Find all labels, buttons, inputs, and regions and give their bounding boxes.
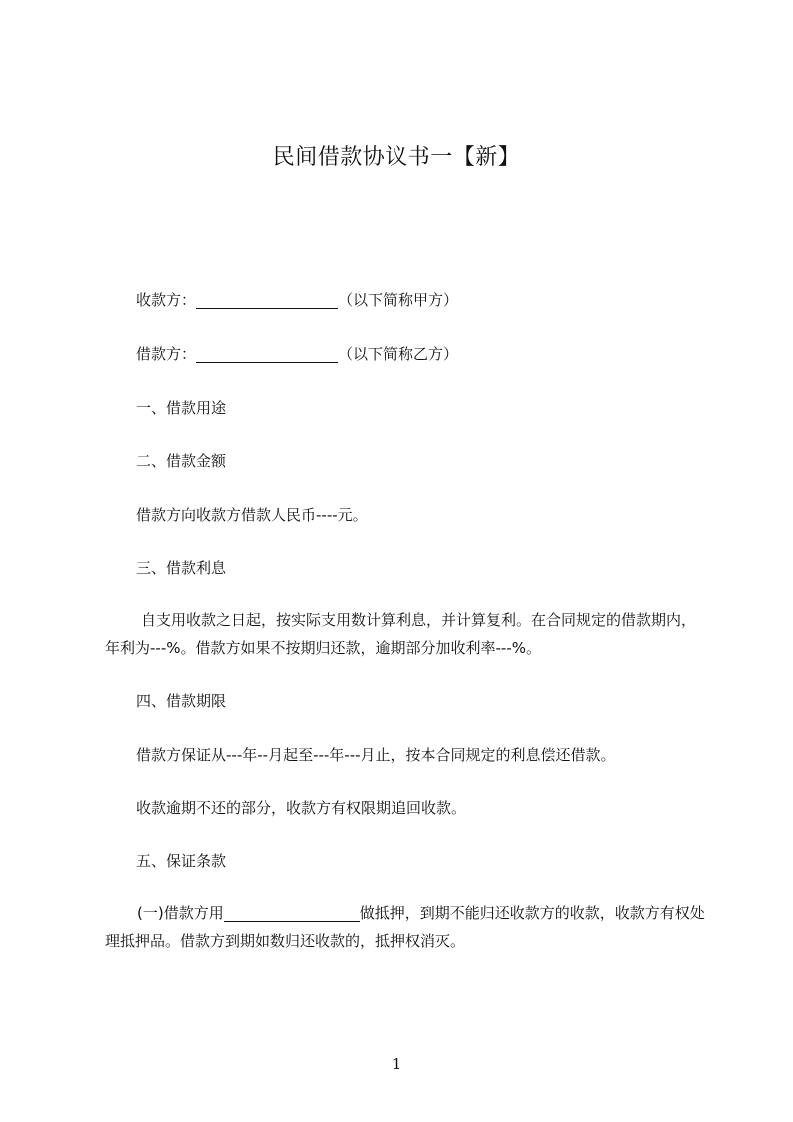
amount-paragraph: 借款方向收款方借款人民币----元。 xyxy=(136,506,368,524)
payee-note: （以下简称甲方） xyxy=(338,291,459,309)
payee-blank xyxy=(196,292,338,309)
section-4-heading: 四、借款期限 xyxy=(136,692,227,710)
guarantee-text: 做抵押，到期不能归还收款方的收款，收款方有权处理抵押品。借款方到期如数归还收款的，抵押权消灭。 xyxy=(105,904,705,950)
term-paragraph: 借款方保证从---年--月起至---年---月止，按本合同规定的利息偿还借款。 xyxy=(136,746,616,764)
borrower-line xyxy=(136,344,458,364)
borrower-note: （以下简称乙方） xyxy=(338,345,459,363)
section-3-heading: 三、借款利息 xyxy=(136,559,227,577)
document-title: 民间借款协议书一【新】 xyxy=(272,145,521,170)
collateral-blank xyxy=(224,905,360,922)
borrower-blank xyxy=(196,346,338,363)
overdue-paragraph: 收款逾期不还的部分，收款方有权限期追回收款。 xyxy=(136,799,467,817)
page-number: 1 xyxy=(391,1055,402,1073)
interest-paragraph xyxy=(105,606,705,662)
payee-line xyxy=(136,290,458,310)
section-1-heading: 一、借款用途 xyxy=(136,399,227,417)
borrower-label: 借款方： xyxy=(136,345,197,363)
interest-text: 自支用收款之日起，按实际支用数计算利息，并计算复利。在合同规定的借款期内，年利为---%。借款方如果不按期归还款，逾期部分加收利率---%。 xyxy=(105,611,697,657)
guarantee-prefix: (一)借款方用 xyxy=(137,904,224,922)
section-2-heading: 二、借款金额 xyxy=(136,452,227,470)
section-5-heading: 五、保证条款 xyxy=(136,852,227,870)
guarantee-paragraph xyxy=(105,899,705,955)
payee-label: 收款方： xyxy=(136,291,197,309)
